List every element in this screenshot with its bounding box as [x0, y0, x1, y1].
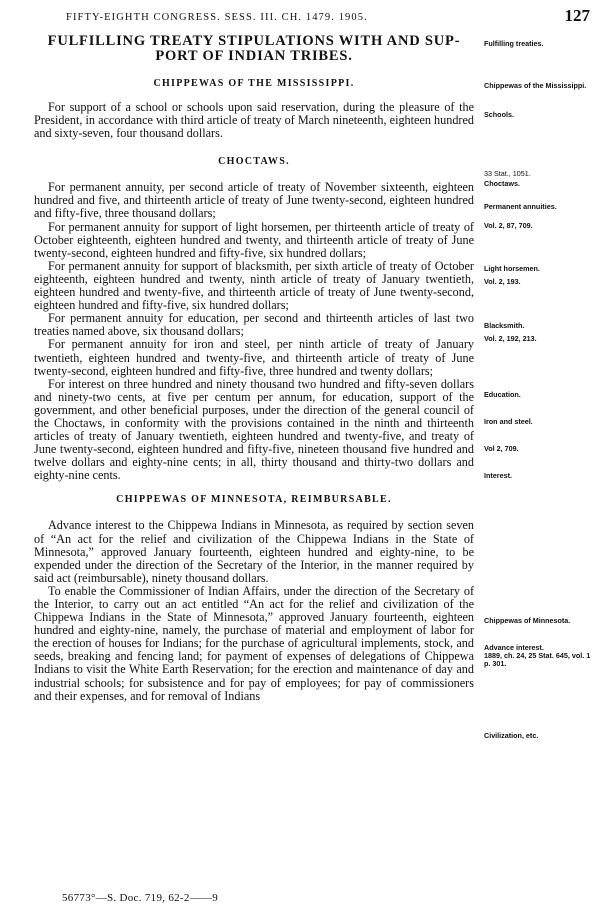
running-head: FIFTY-EIGHTH CONGRESS. SESS. III. CH. 1479. 1905.	[66, 12, 368, 23]
margin-note-advance-interest: Advance interest.	[484, 643, 544, 652]
title-line-2: PORT OF INDIAN TRIBES.	[155, 48, 353, 64]
margin-note-vol-2-709: Vol 2, 709.	[484, 444, 519, 453]
section-heading-chippewas-mississippi: CHIPPEWAS OF THE MISSISSIPPI.	[153, 78, 355, 89]
section-heading-choctaws: CHOCTAWS.	[218, 156, 290, 168]
paragraph-light-horsemen: For permanent annuity for support of light horsemen, per thirteenth article of treaty of October eighteenth, eighteen hundred and twenty, and thirteenth article of treaty of June twenty-second, eighteen hundred and fifty-five, six hundred dollars;	[34, 219, 474, 260]
paragraph-interest: For interest on three hundred and ninety thousand two hundred and fifty-seven dollars and ninety-two cents, at five per centum per annum, for education, support of the government, and other beneficial purposes, under the direction of the general council of the Choctaws, in conformity with the provisions contained in the ninth and thirteenth articles of treaty of January twentieth, eighteen hundred and twenty-five, and treaty of June twenty-second, eighteen hundred and fifty-five, nineteen thousand five hundred and twelve dollars and eighty-nine cents; in all, thirty thousand and thirty-two dollars and eighty-nine cents.	[34, 376, 474, 483]
paragraph-civilization: To enable the Commissioner of Indian Affairs, under the direction of the Secretary of the Interior, to carry out an act entitled “An act for the relief and civilization of the Chippewa Indians in the State of Minnesota,” approved January fourteenth, eighteen hundred and eighty-nine, namely, the purchase of material and employment of labor for the erection of houses for Indians; for the purchase of agricultural implements, stock, and seeds, breaking and fencing land; for payment of expenses of delegations of Chippewa Indians to visit the White Earth Reservation; for the erection and maintenance of day and industrial schools; for subsistence and for pay of employees; for pay of commissioners and their expenses, and for removal of Indians	[34, 583, 474, 703]
paragraph-iron-steel: For permanent annuity for iron and steel, per ninth article of treaty of January twentieth, eighteen hundred and twenty-five, and thirteenth article of treaty of June twenty-second, eighteen hundred and fifty-five, three hundred and twenty dollars;	[34, 337, 474, 378]
margin-note-blacksmith: Blacksmith.	[484, 321, 525, 330]
margin-note-choctaws: Choctaws.	[484, 179, 520, 188]
printer-signature: 56773°—S. Doc. 719, 62-2——9	[62, 892, 219, 904]
paragraph-schools: For support of a school or schools upon said reservation, during the pleasure of the President, in accordance with third article of treaty of March nineteenth, eighteen hundred and sixty-seven, four thousand dollars.	[34, 100, 474, 141]
margin-note-education: Education.	[484, 390, 521, 399]
paragraph-education: For permanent annuity for education, per second and thirteenth articles of last two treaties named above, six thousand dollars;	[34, 311, 474, 339]
margin-note-chippewas-minnesota: Chippewas of Minnesota.	[484, 616, 571, 625]
margin-note-vol-2-193: Vol. 2, 193.	[484, 277, 521, 286]
title-line-1: FULFILLING TREATY STIPULATIONS WITH AND SUP-	[47, 33, 461, 49]
section-heading-chippewas-minnesota: CHIPPEWAS OF MINNESOTA, REIMBURSABLE.	[116, 494, 392, 506]
margin-note-permanent-annuities: Permanent annuities.	[484, 202, 557, 211]
margin-note-vol-2-87: Vol. 2, 87, 709.	[484, 221, 533, 230]
paragraph-permanent-annuity: For permanent annuity, per second article of treaty of November sixteenth, eighteen hundred and five, and thirteenth article of treaty of June twenty-second, eighteen hundred and fifty-five, three thousand dollars;	[34, 180, 474, 221]
margin-notes	[484, 0, 596, 916]
margin-note-interest: Interest.	[484, 471, 512, 480]
margin-note-light-horsemen: Light horsemen.	[484, 264, 540, 273]
page-title	[34, 34, 474, 64]
margin-note-statute-1889: 1889, ch. 24, 25 Stat. 645, vol. 1 p. 301.	[484, 651, 591, 669]
margin-note-fulfilling-treaties: Fulfilling treaties.	[484, 39, 544, 48]
margin-note-chippewas-mississippi: Chippewas of the Mississippi.	[484, 81, 587, 90]
margin-note-iron-steel: Iron and steel.	[484, 417, 533, 426]
paragraph-blacksmith: For permanent annuity for support of blacksmith, per sixth article of treaty of October eighteenth, eighteen hundred and twenty, ninth article of treaty of January twentieth, eighteen hundred and twenty-five, and thirteenth article of treaty of June twenty-second, eighteen hundred and fifty-five, six hundred dollars;	[34, 258, 474, 313]
margin-note-statute-ref: 33 Stat., 1051.	[484, 169, 531, 178]
page-number: 127	[564, 6, 590, 25]
main-text	[34, 34, 474, 703]
paragraph-advance-interest: Advance interest to the Chippewa Indians in Minnesota, as required by section seven of “An act for the relief and civilization of the Chippewa Indians in the State of Minnesota,” approved January fourteenth, eighteen hundred and eighty-nine, to be expended under the direction of the Secretary of the Interior, in the manner required by said act (reimbursable), ninety thousand dollars.	[34, 518, 474, 585]
margin-note-vol-2-192: Vol. 2, 192, 213.	[484, 334, 537, 343]
margin-note-schools: Schools.	[484, 110, 514, 119]
margin-note-civilization: Civilization, etc.	[484, 731, 539, 740]
